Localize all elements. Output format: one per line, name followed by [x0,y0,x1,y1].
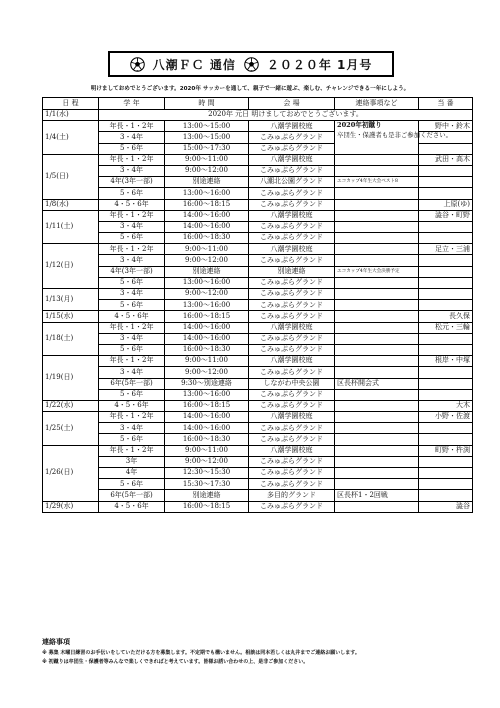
col-header-duty: 当 番 [419,98,473,110]
row-venue: こみゅぷらグランド [249,344,335,355]
row-grade: 6年(5年一部) [99,490,165,501]
row-note [335,445,419,456]
table-row [43,423,473,434]
row-venue: こみゅぷらグランド [249,300,335,311]
row-note [335,311,419,322]
table-row [43,110,473,121]
row-venue: こみゅぷらグランド [249,367,335,378]
row-venue: こみゅぷらグランド [249,479,335,490]
row-grade: 5・6年 [99,344,165,355]
row-note [335,154,419,165]
row-note: 区長杯1・2回戦 [335,490,419,501]
row-grade: 5・6年 [99,479,165,490]
row-time: 14:00～16:00 [165,322,249,333]
row-duty: 澁谷 [419,501,473,512]
row-duty: 野中・鈴木 [419,121,473,132]
row-grade: 3・4年 [99,333,165,344]
row-date: 1/22(水) [43,400,99,411]
row-venue: こみゅぷらグランド [249,143,335,154]
row-venue: こみゅぷらグランド [249,277,335,288]
row-note [335,300,419,311]
row-grade: 5・6年 [99,143,165,154]
table-row [43,233,473,244]
row-grade: 4年 [99,468,165,479]
row-duty: 澁谷・町野 [419,210,473,221]
note-title: 2020年初蹴り [337,121,382,130]
table-row [43,479,473,490]
col-header-notes: 連絡事項など [335,98,419,110]
row-venue: 八潮学園校庭 [249,244,335,255]
table-row [43,490,473,501]
row-note [335,233,419,244]
row-grade: 3・4年 [99,255,165,266]
table-row [43,210,473,221]
row-note [335,434,419,445]
row-duty: 松元・三輪 [419,322,473,333]
row-note [335,188,419,199]
row-note [335,210,419,221]
holiday-text: 2020年 元日 明けましておめでとうございます。 [99,110,473,121]
row-date: 1/12(日) [43,244,99,289]
row-grade: 3・4年 [99,165,165,176]
row-grade: 4・5・6年 [99,501,165,512]
row-grade: 年長・1・2年 [99,244,165,255]
row-time: 別途連絡 [165,490,249,501]
row-venue: 八潮学園校庭 [249,322,335,333]
row-time: 14:00～16:00 [165,412,249,423]
row-note: エコカップ4年生大会ベスト8 [335,177,419,188]
table-row [43,255,473,266]
soccer-ball-icon [244,57,259,72]
row-grade: 5・6年 [99,233,165,244]
row-note [335,400,419,411]
row-venue: しながわ中央公園 [249,378,335,389]
row-grade: 4・5・6年 [99,199,165,210]
row-grade: 3・4年 [99,289,165,300]
row-time: 9:00～12:00 [165,289,249,300]
row-date: 1/26(日) [43,445,99,501]
row-time: 14:00～16:00 [165,210,249,221]
row-venue: こみゅぷらグランド [249,389,335,400]
table-row [43,400,473,411]
row-note [335,165,419,176]
row-grade: 3・4年 [99,132,165,143]
table-row [43,378,473,389]
table-row [43,121,473,132]
table-row [43,344,473,355]
col-header-date: 日 程 [43,98,99,110]
table-row [43,277,473,288]
table-row [43,311,473,322]
row-time: 13:00～15:00 [165,121,249,132]
row-duty: 長久保 [419,311,473,322]
row-date: 1/5(日) [43,154,99,199]
row-note [335,333,419,344]
row-time: 別途連絡 [165,177,249,188]
row-note [335,412,419,423]
row-grade: 年長・1・2年 [99,322,165,333]
table-row [43,367,473,378]
row-grade: 5・6年 [99,434,165,445]
row-note: エコカップ4年生大会決勝予定 [335,266,419,277]
row-time: 9:00～12:00 [165,456,249,467]
row-duty [419,423,473,434]
footer-notes [42,637,482,667]
row-time: 9:00～11:00 [165,445,249,456]
row-grade: 5・6年 [99,300,165,311]
table-row [43,322,473,333]
row-note [335,289,419,300]
row-note [335,344,419,355]
table-row [43,300,473,311]
row-duty: 武田・高木 [419,154,473,165]
row-grade: 3年 [99,456,165,467]
row-duty: 町野・杵渕 [419,445,473,456]
row-venue: 八潮学園校庭 [249,412,335,423]
row-venue: こみゅぷらグランド [249,333,335,344]
table-row [43,468,473,479]
row-grade: 4・5・6年 [99,311,165,322]
newsletter-title [108,51,394,77]
row-duty [419,255,473,266]
footer-line: ※ 募集 木曜日練習のお手伝いをしていただける方を募集します。不定期でも構いません。相談は同本若しくは丸井までご連絡お願いします。 [42,650,360,656]
row-time: 13:00～15:00 [165,132,249,143]
row-venue: こみゅぷらグランド [249,501,335,512]
row-grade: 年長・1・2年 [99,445,165,456]
intro-text: 明けましておめでとうございます。2020年 サッカーを通して、親子で一緒に遊ぶ、楽しむ、チャレンジできる一年にしよう。 [90,86,410,92]
row-venue: こみゅぷらグランド [249,468,335,479]
row-time: 16:00～18:15 [165,501,249,512]
row-duty: 足立・三浦 [419,244,473,255]
row-time: 9:00～12:00 [165,367,249,378]
row-grade: 年長・1・2年 [99,210,165,221]
row-grade: 3・4年 [99,221,165,232]
row-duty [419,165,473,176]
row-venue: こみゅぷらグランド [249,255,335,266]
row-grade: 年長・1・2年 [99,154,165,165]
row-duty [419,266,473,277]
schedule-body [43,110,473,513]
row-duty: 上原(ゆ) [419,199,473,210]
row-date: 1/19(日) [43,356,99,401]
row-time: 9:30～別途連絡 [165,378,249,389]
row-date: 1/1(水) [43,110,99,121]
table-row [43,221,473,232]
row-duty [419,344,473,355]
table-row [43,434,473,445]
col-header-grade: 学 年 [99,98,165,110]
note-body: 卒団生・保護者も是非ご参加ください。 [337,130,453,139]
row-note [335,356,419,367]
row-grade: 5・6年 [99,277,165,288]
row-note [335,199,419,210]
table-row [43,188,473,199]
row-time: 16:00～18:15 [165,400,249,411]
row-venue: こみゅぷらグランド [249,165,335,176]
row-date: 1/29(水) [43,501,99,512]
row-note [335,244,419,255]
row-venue: 八潮学園校庭 [249,121,335,132]
row-duty [419,468,473,479]
row-duty [419,456,473,467]
row-duty [419,378,473,389]
row-duty [419,289,473,300]
row-note [335,423,419,434]
row-grade: 年長・1・2年 [99,121,165,132]
title-left: 八潮ＦＣ 通信 [152,57,236,72]
row-time: 9:00～12:00 [165,255,249,266]
row-time: 別途連絡 [165,266,249,277]
row-time: 14:00～16:00 [165,423,249,434]
row-time: 16:00～18:15 [165,311,249,322]
row-duty [419,177,473,188]
table-row [43,199,473,210]
table-row [43,445,473,456]
row-note [335,479,419,490]
row-time: 16:00～18:30 [165,434,249,445]
row-date: 1/8(水) [43,199,99,210]
row-duty [419,434,473,445]
row-time: 9:00～11:00 [165,356,249,367]
row-venue: 八潮学園校庭 [249,356,335,367]
row-time: 14:00～16:00 [165,333,249,344]
row-venue: 別途連絡 [249,266,335,277]
row-grade: 3・4年 [99,367,165,378]
row-duty [419,221,473,232]
row-venue: こみゅぷらグランド [249,456,335,467]
table-row [43,177,473,188]
row-grade: 4年(3年一部) [99,266,165,277]
row-note [335,468,419,479]
footer-title: 連絡事項 [42,638,70,646]
row-time: 9:00～11:00 [165,154,249,165]
row-grade: 4・5・6年 [99,400,165,411]
row-note [335,255,419,266]
row-time: 15:00～17:30 [165,143,249,154]
row-duty [419,277,473,288]
row-duty [419,143,473,154]
table-row [43,356,473,367]
row-venue: こみゅぷらグランド [249,199,335,210]
row-duty [419,188,473,199]
row-grade: 5・6年 [99,188,165,199]
schedule-table [42,97,473,513]
table-row [43,456,473,467]
row-grade: 3・4年 [99,423,165,434]
row-note [335,389,419,400]
row-duty [419,300,473,311]
col-header-venue: 会 場 [249,98,335,110]
row-note [335,322,419,333]
row-duty [419,490,473,501]
row-note [335,277,419,288]
row-duty [419,479,473,490]
row-venue: こみゅぷらグランド [249,434,335,445]
row-venue: 八潮北公園グランド [249,177,335,188]
row-venue: こみゅぷらグランド [249,289,335,300]
row-time: 16:00～18:30 [165,344,249,355]
table-row [43,412,473,423]
row-venue: 八潮学園校庭 [249,210,335,221]
row-date: 1/15(水) [43,311,99,322]
row-duty [419,233,473,244]
row-note [335,501,419,512]
row-time: 9:00～11:00 [165,244,249,255]
title-right: ２０２０年 1月号 [266,57,373,72]
row-duty [419,333,473,344]
row-date: 1/4(土) [43,121,99,155]
row-time: 12:30～15:30 [165,468,249,479]
row-venue: こみゅぷらグランド [249,233,335,244]
row-venue: こみゅぷらグランド [249,132,335,143]
table-row [43,154,473,165]
row-time: 13:00～16:00 [165,300,249,311]
row-time: 13:00～16:00 [165,277,249,288]
row-venue: こみゅぷらグランド [249,423,335,434]
row-date: 1/11(土) [43,210,99,244]
soccer-ball-icon [130,57,145,72]
table-header-row [43,98,473,110]
row-note [335,456,419,467]
row-venue: 八潮学園校庭 [249,154,335,165]
row-time: 14:00～16:00 [165,221,249,232]
table-row [43,244,473,255]
row-note: 区長杯開会式 [335,378,419,389]
row-time: 15:30～17:30 [165,479,249,490]
row-duty [419,367,473,378]
col-header-time: 時 間 [165,98,249,110]
row-venue: 八潮学園校庭 [249,445,335,456]
row-date: 1/13(月) [43,289,99,311]
row-grade: 4年(3年一部) [99,177,165,188]
row-grade: 6年(5年一部) [99,378,165,389]
footer-line: ※ 初蹴りは卒団生・保護者等みんなで楽しくできればと考えています。皆様お誘い合わせの上、是非ご参加ください。 [42,659,309,665]
table-row [43,289,473,300]
row-time: 13:00～16:00 [165,389,249,400]
row-venue: こみゅぷらグランド [249,400,335,411]
row-venue: こみゅぷらグランド [249,221,335,232]
row-time: 16:00～18:30 [165,233,249,244]
row-time: 13:00～16:00 [165,188,249,199]
row-grade: 年長・1・2年 [99,356,165,367]
row-grade: 年長・1・2年 [99,412,165,423]
row-grade: 5・6年 [99,389,165,400]
row-duty: 大木 [419,400,473,411]
row-duty: 根岸・中塚 [419,356,473,367]
table-row [43,389,473,400]
row-date: 1/25(土) [43,412,99,446]
row-duty: 小野・佐渡 [419,412,473,423]
row-date: 1/18(土) [43,322,99,356]
row-time: 16:00～18:15 [165,199,249,210]
table-row [43,266,473,277]
table-row [43,501,473,512]
table-row [43,333,473,344]
row-duty [419,389,473,400]
row-time: 9:00～12:00 [165,165,249,176]
table-row [43,165,473,176]
row-note [335,221,419,232]
row-venue: こみゅぷらグランド [249,311,335,322]
row-note [335,367,419,378]
row-venue: こみゅぷらグランド [249,188,335,199]
row-venue: 多目的グランド [249,490,335,501]
